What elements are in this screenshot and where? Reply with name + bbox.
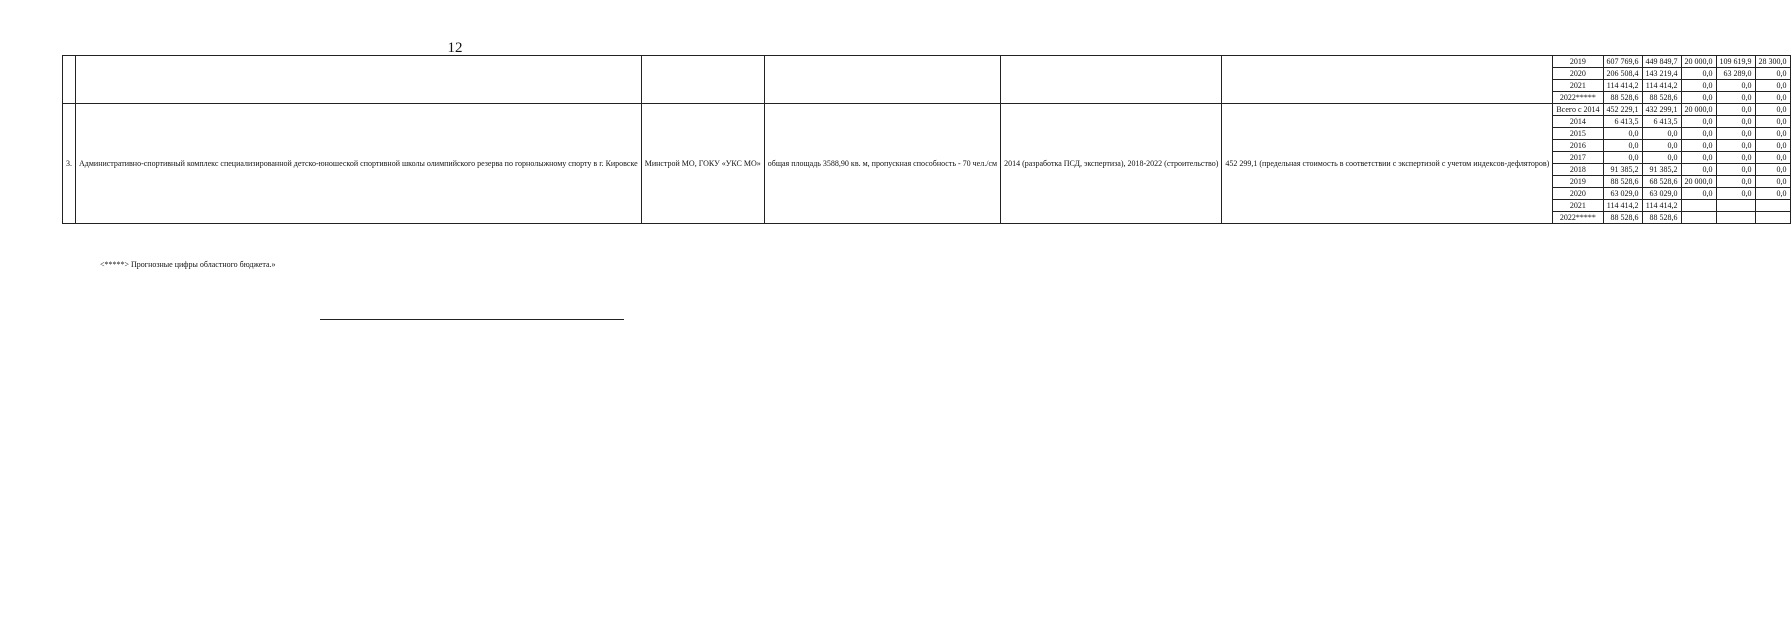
value-cell: 0,0 bbox=[1716, 152, 1755, 164]
value-cell: 28 300,0 bbox=[1755, 56, 1790, 68]
table-body bbox=[63, 56, 1791, 224]
value-cell: 109 619,9 bbox=[1716, 56, 1755, 68]
value-cell: 0,0 bbox=[1716, 104, 1755, 116]
value-cell: 0,0 bbox=[1755, 140, 1790, 152]
page-number: 12 bbox=[447, 40, 463, 56]
value-cell: 0,0 bbox=[1681, 116, 1716, 128]
object-customer: Минстрой МО, ГОКУ «УКС МО» bbox=[641, 104, 764, 224]
value-cell: 0,0 bbox=[1755, 128, 1790, 140]
value-cell: 63 029,0 bbox=[1603, 188, 1642, 200]
year-cell: 2018 bbox=[1553, 164, 1603, 176]
value-cell: 0,0 bbox=[1755, 116, 1790, 128]
value-cell: 0,0 bbox=[1681, 68, 1716, 80]
object-cost: 452 299,1 (предельная стоимость в соответствии с экспертизой с учетом индексов-дефляторов) bbox=[1222, 104, 1553, 224]
value-cell: 88 528,6 bbox=[1603, 212, 1642, 224]
year-cell: 2015 bbox=[1553, 128, 1603, 140]
value-cell: 452 229,1 bbox=[1603, 104, 1642, 116]
value-cell: 0,0 bbox=[1755, 104, 1790, 116]
year-cell: 2017 bbox=[1553, 152, 1603, 164]
empty-cell bbox=[76, 56, 642, 104]
value-cell: 91 385,2 bbox=[1603, 164, 1642, 176]
value-cell bbox=[1755, 200, 1790, 212]
value-cell: 68 528,6 bbox=[1642, 176, 1681, 188]
value-cell: 0,0 bbox=[1755, 164, 1790, 176]
value-cell: 114 414,2 bbox=[1642, 200, 1681, 212]
value-cell: 6 413,5 bbox=[1603, 116, 1642, 128]
year-cell: 2019 bbox=[1553, 176, 1603, 188]
year-cell: 2020 bbox=[1553, 188, 1603, 200]
separator-line bbox=[320, 319, 624, 320]
empty-cell bbox=[63, 56, 76, 104]
value-cell: 20 000,0 bbox=[1681, 104, 1716, 116]
value-cell: 0,0 bbox=[1716, 116, 1755, 128]
empty-cell bbox=[764, 56, 1000, 104]
value-cell: 0,0 bbox=[1755, 176, 1790, 188]
value-cell: 0,0 bbox=[1681, 80, 1716, 92]
value-cell: 88 528,6 bbox=[1642, 92, 1681, 104]
year-cell: 2016 bbox=[1553, 140, 1603, 152]
table-row bbox=[63, 104, 1791, 116]
value-cell: 0,0 bbox=[1642, 152, 1681, 164]
value-cell: 63 289,0 bbox=[1716, 68, 1755, 80]
year-cell: Всего с 2014 bbox=[1553, 104, 1603, 116]
value-cell: 0,0 bbox=[1755, 152, 1790, 164]
value-cell: 0,0 bbox=[1716, 128, 1755, 140]
value-cell: 432 299,1 bbox=[1642, 104, 1681, 116]
value-cell bbox=[1681, 212, 1716, 224]
footnote: <*****> Прогнозные цифры областного бюджета.» bbox=[100, 260, 276, 269]
year-cell: 2019 bbox=[1553, 56, 1603, 68]
value-cell: 0,0 bbox=[1755, 80, 1790, 92]
empty-cell bbox=[641, 56, 764, 104]
value-cell bbox=[1755, 212, 1790, 224]
value-cell: 20 000,0 bbox=[1681, 176, 1716, 188]
value-cell: 449 849,7 bbox=[1642, 56, 1681, 68]
value-cell: 0,0 bbox=[1716, 176, 1755, 188]
year-cell: 2014 bbox=[1553, 116, 1603, 128]
value-cell: 20 000,0 bbox=[1681, 56, 1716, 68]
value-cell bbox=[1716, 200, 1755, 212]
empty-cell bbox=[1001, 56, 1222, 104]
value-cell: 0,0 bbox=[1681, 92, 1716, 104]
value-cell: 0,0 bbox=[1603, 152, 1642, 164]
value-cell: 0,0 bbox=[1681, 128, 1716, 140]
year-cell: 2022***** bbox=[1553, 92, 1603, 104]
value-cell: 0,0 bbox=[1681, 188, 1716, 200]
value-cell: 91 385,2 bbox=[1642, 164, 1681, 176]
year-cell: 2020 bbox=[1553, 68, 1603, 80]
value-cell bbox=[1681, 200, 1716, 212]
value-cell: 0,0 bbox=[1681, 164, 1716, 176]
value-cell: 0,0 bbox=[1716, 188, 1755, 200]
empty-cell bbox=[1222, 56, 1553, 104]
object-name: Административно-спортивный комплекс специализированной детско-юношеской спортивной школы олимпийского резерва по горнолыжному спорту в г. Кировске bbox=[76, 104, 642, 224]
value-cell: 114 414,2 bbox=[1603, 200, 1642, 212]
value-cell: 0,0 bbox=[1716, 92, 1755, 104]
year-cell: 2021 bbox=[1553, 80, 1603, 92]
value-cell: 0,0 bbox=[1716, 140, 1755, 152]
year-cell: 2022***** bbox=[1553, 212, 1603, 224]
budget-table bbox=[62, 55, 1791, 224]
value-cell: 0,0 bbox=[1603, 128, 1642, 140]
value-cell: 0,0 bbox=[1681, 152, 1716, 164]
value-cell: 0,0 bbox=[1716, 164, 1755, 176]
value-cell: 0,0 bbox=[1755, 188, 1790, 200]
value-cell: 63 029,0 bbox=[1642, 188, 1681, 200]
value-cell: 0,0 bbox=[1642, 140, 1681, 152]
value-cell: 607 769,6 bbox=[1603, 56, 1642, 68]
value-cell: 206 508,4 bbox=[1603, 68, 1642, 80]
value-cell: 143 219,4 bbox=[1642, 68, 1681, 80]
value-cell: 0,0 bbox=[1755, 68, 1790, 80]
object-capacity: общая площадь 3588,90 кв. м, пропускная способность - 70 чел./см bbox=[764, 104, 1000, 224]
value-cell: 0,0 bbox=[1755, 92, 1790, 104]
value-cell: 0,0 bbox=[1603, 140, 1642, 152]
value-cell: 6 413,5 bbox=[1642, 116, 1681, 128]
value-cell: 88 528,6 bbox=[1603, 92, 1642, 104]
value-cell bbox=[1716, 212, 1755, 224]
value-cell: 0,0 bbox=[1642, 128, 1681, 140]
value-cell: 0,0 bbox=[1681, 140, 1716, 152]
table-row bbox=[63, 56, 1791, 68]
value-cell: 88 528,6 bbox=[1642, 212, 1681, 224]
object-terms: 2014 (разработка ПСД, экспертиза), 2018-2022 (строительство) bbox=[1001, 104, 1222, 224]
value-cell: 114 414,2 bbox=[1642, 80, 1681, 92]
value-cell: 0,0 bbox=[1716, 80, 1755, 92]
value-cell: 114 414,2 bbox=[1603, 80, 1642, 92]
year-cell: 2021 bbox=[1553, 200, 1603, 212]
value-cell: 88 528,6 bbox=[1603, 176, 1642, 188]
object-number: 3. bbox=[63, 104, 76, 224]
